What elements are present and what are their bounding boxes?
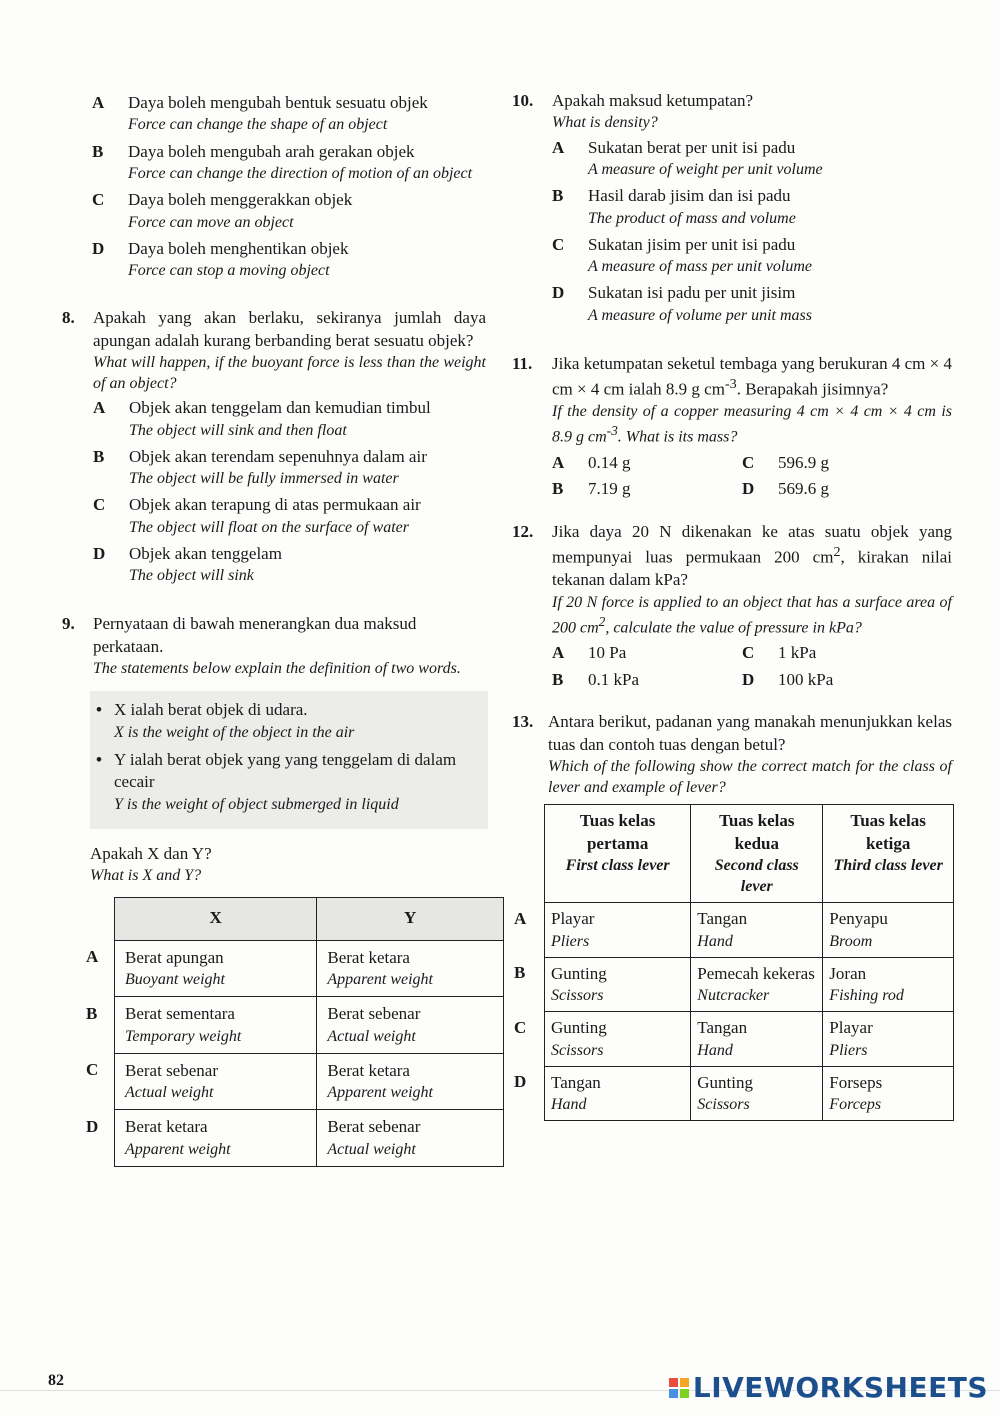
cell: Playar Pliers [823,1012,954,1067]
statement-text-en: X is the weight of the object in the air [114,723,355,741]
cell-text-ms: Berat ketara [125,1117,208,1137]
column-header-second-class: Tuas kelas kedua Second class lever [691,805,823,903]
option-letter: C [92,190,105,210]
q11-option-b[interactable] [552,478,742,500]
cell-text-en: Actual weight [327,1140,416,1158]
option-letter: C [93,495,106,515]
q11-option-d[interactable] [742,478,932,500]
q8-option-a[interactable] [93,397,486,441]
question-text-en: Which of the following show the correct match for the class of lever and example of lever? [548,757,952,797]
cell: Penyapu Broom [823,903,954,958]
q9-answer-table [86,897,504,1167]
row-letter: C [86,1060,99,1080]
q7-option-c[interactable] [92,189,486,233]
q10-option-d[interactable] [552,282,952,326]
option-letter: A [93,398,106,418]
row-letter: A [86,947,99,967]
question-number: 11. [512,353,533,373]
question-10 [512,90,952,331]
column-header-first-class: Tuas kelas pertama First class lever [545,805,691,903]
bullet-icon: • [96,700,102,720]
q9-row-c[interactable] [86,1053,504,1110]
option-text-en: A measure of volume per unit mass [588,306,812,324]
option-letter: A [552,137,565,157]
cell: Pemecah kekeras Nutcracker [691,957,823,1012]
option-text-en: The object will be fully immersed in water [129,470,399,488]
option-letter: B [93,446,105,466]
ask-text-en: What is X and Y? [90,867,202,885]
question-12 [512,521,952,691]
question-text-en: What is density? [552,114,658,132]
question-text-en: What will happen, if the buoyant force is less than the weight of an object? [93,354,486,393]
option-letter: B [92,141,104,161]
option-letter: B [552,669,564,689]
cell-y [317,1053,504,1110]
cell-text-ms: Berat sebenar [327,1004,421,1024]
bullet-icon: • [96,750,102,769]
option-text: 0.1 kPa [588,669,639,689]
option-text: 10 Pa [588,643,627,663]
cell-text-ms: Berat ketara [327,947,410,967]
question-text-en: If 20 N force is applied to an object that has a surface area of 200 $cm^2$, calculate the value of pressure in kPa? [552,593,952,637]
statement-y [96,749,478,815]
logo-square-icon [680,1389,689,1398]
question-text-ms: Apakah maksud ketumpatan? [552,91,754,110]
option-text-en: A measure of mass per unit volume [588,258,812,276]
page-number: 82 [48,1372,64,1389]
q13-row-c[interactable] [514,1012,954,1067]
cell-text-en: Actual weight [327,1027,416,1045]
option-letter: A [552,452,565,472]
cell-y [317,940,504,997]
question-9 [62,613,486,679]
option-letter: D [552,283,565,303]
option-text-en: Force can change the shape of an object [128,116,388,134]
option-text-en: The object will float on the surface of water [129,518,409,536]
liveworksheets-logo-icon [669,1378,689,1398]
cell: Gunting Scissors [545,957,691,1012]
column-header-third-class: Tuas kelas ketiga Third class lever [823,805,954,903]
option-letter: D [742,669,755,689]
cell-text-en: Buoyant weight [125,970,225,988]
q11-option-a[interactable] [552,452,742,474]
question-text-en: The statements below explain the definition of two words. [93,660,461,678]
q7-options [92,92,486,281]
cell-x [115,940,317,997]
q9-row-b[interactable] [86,997,504,1054]
cell-text-en: Apparent weight [327,1084,433,1102]
cell-text-ms: Berat ketara [327,1060,410,1080]
option-letter: A [552,643,565,663]
q8-option-c[interactable] [93,494,486,538]
cell: Gunting Scissors [691,1066,823,1121]
cell-text-ms: Berat sebenar [327,1117,421,1137]
right-column [512,90,952,1121]
q12-option-b[interactable] [552,669,742,691]
option-letter: B [552,479,564,499]
option-letter: A [92,93,105,112]
cell-y [317,1110,504,1167]
q12-options [552,642,952,691]
option-letter: B [552,186,564,206]
option-text-en: Force can stop a moving object [128,262,330,280]
statement-box [90,691,488,829]
cell: Tangan Hand [691,1012,823,1067]
question-text-en: If the density of a copper measuring 4 cm × 4 cm × 4 cm is 8.9 g $cm^{-3}$. What is its mass? [552,403,952,446]
option-text-ms: Daya boleh mengubah arah gerakan objek [128,141,415,161]
option-text-ms: Objek akan terendam sepenuhnya dalam air [129,446,427,466]
option-text: 0.14 g [588,452,631,472]
option-text: 100 kPa [778,669,834,689]
option-text-ms: Objek akan tenggelam dan kemudian timbul [129,398,431,418]
option-text-ms: Daya boleh menggerakkan objek [128,190,353,210]
question-number: 10. [512,91,534,110]
q10-option-a[interactable] [552,137,952,181]
logo-square-icon [669,1389,678,1398]
question-text-ms: Antara berikut, padanan yang manakah menunjukkan kelas tuas dan contoh tuas dengan betul? [548,712,952,754]
question-number: 13. [512,712,534,732]
statement-text-en: Y is the weight of object submerged in liquid [114,795,399,813]
brand-name: LIVEWORKSHEETS [692,1371,988,1404]
q9-row-a[interactable] [86,940,504,997]
cell-x [115,997,317,1054]
liveworksheets-brand[interactable] [669,1370,988,1407]
statement-x [96,699,478,743]
q7-option-b[interactable] [92,141,486,185]
q12-option-a[interactable] [552,642,742,664]
cell-text-en: Temporary weight [125,1027,242,1045]
question-text-ms: Jika daya 20 N dikenakan ke atas suatu objek yang mempunyai luas permukaan 200 $cm^2$, kirakan nilai tekanan dalam kPa? [552,521,952,590]
option-text-en: Force can change the direction of motion of an object [128,164,473,182]
option-text: 1 kPa [778,643,817,663]
logo-square-icon [680,1378,689,1387]
option-letter: D [742,479,755,499]
option-text-ms: Objek akan tenggelam [129,543,282,563]
option-text-en: Force can move an object [128,213,294,231]
option-text: 569.6 g [778,479,829,499]
q12-option-d[interactable] [742,669,932,691]
cell-text-en: Actual weight [125,1084,214,1102]
q13-answer-table [514,804,954,1121]
ask-text-ms: Apakah X dan Y? [90,843,212,863]
question-text-ms: Apakah yang akan berlaku, sekiranya jumlah daya apungan adalah kurang berbanding berat sesuatu objek? [93,308,486,350]
cell-text-en: Apparent weight [327,970,433,988]
cell-x [115,1110,317,1167]
cell-text-ms: Berat sementara [125,1004,235,1024]
question-number: 8. [62,308,75,328]
q7-option-a[interactable] [92,92,486,136]
q13-row-a[interactable] [514,903,954,958]
option-letter: C [552,234,565,254]
row-letter: C [514,1017,527,1037]
row-letter: A [514,908,527,928]
statement-text-ms: Y ialah berat objek yang yang tenggelam di dalam cecair [114,750,457,792]
option-text-ms: Sukatan berat per unit isi padu [588,137,796,157]
q11-option-c[interactable] [742,452,932,474]
cell: Playar Pliers [545,903,691,958]
option-text-ms: Objek akan terapung di atas permukaan air [129,495,421,515]
row-letter: B [514,963,526,983]
q9-ask [90,843,486,887]
question-text-ms: Jika ketumpatan seketul tembaga yang berukuran 4 cm × 4 cm × 4 cm ialah 8.9 g $cm^{-3}$. Berapakah jisimnya? [552,353,952,399]
option-text-ms: Sukatan isi padu per unit jisim [588,283,796,303]
left-column [62,92,486,1167]
q13-row-d[interactable] [514,1066,954,1121]
option-text-ms: Daya boleh mengubah bentuk sesuatu objek [128,93,428,112]
row-letter: B [86,1003,98,1023]
option-text: 596.9 g [778,452,829,472]
q10-option-b[interactable] [552,185,952,229]
q9-row-d[interactable] [86,1110,504,1167]
row-letter: D [86,1116,99,1136]
option-letter: C [742,452,755,472]
cell-y [317,997,504,1054]
option-letter: D [93,543,106,563]
row-letter: D [514,1072,527,1092]
q8-option-d[interactable] [93,543,486,587]
cell: Joran Fishing rod [823,957,954,1012]
column-header-x: X [115,897,317,940]
option-text-en: The object will sink [129,567,254,585]
option-letter: C [742,643,755,663]
question-13 [512,711,952,798]
option-text-ms: Daya boleh menghentikan objek [128,238,349,258]
question-text-ms: Pernyataan di bawah menerangkan dua maksud perkataan. [93,614,417,656]
option-text-en: A measure of weight per unit volume [588,160,823,178]
question-number: 12. [512,521,534,541]
cell-x [115,1053,317,1110]
cell: Tangan Hand [545,1066,691,1121]
cell: Gunting Scissors [545,1012,691,1067]
q12-option-c[interactable] [742,642,932,664]
question-number: 9. [62,614,75,634]
column-header-y: Y [317,897,504,940]
option-text-ms: Hasil darab jisim dan isi padu [588,186,791,206]
cell: Forseps Forceps [823,1066,954,1121]
cell-text-ms: Berat apungan [125,947,224,967]
question-8 [62,307,486,591]
q7-option-d[interactable] [92,238,486,282]
option-text-en: The object will sink and then float [129,421,347,439]
cell-text-ms: Berat sebenar [125,1060,218,1080]
q13-row-b[interactable] [514,957,954,1012]
option-text: 7.19 g [588,479,631,499]
cell: Tangan Hand [691,903,823,958]
statement-text-ms: X ialah berat objek di udara. [114,700,308,720]
q11-options [552,452,952,501]
q8-option-b[interactable] [93,446,486,490]
option-text-ms: Sukatan jisim per unit isi padu [588,234,796,254]
option-letter: D [92,238,105,258]
q10-option-c[interactable] [552,234,952,278]
logo-square-icon [669,1378,678,1387]
question-11 [512,353,952,501]
cell-text-en: Apparent weight [125,1140,231,1158]
option-text-en: The product of mass and volume [588,209,796,227]
